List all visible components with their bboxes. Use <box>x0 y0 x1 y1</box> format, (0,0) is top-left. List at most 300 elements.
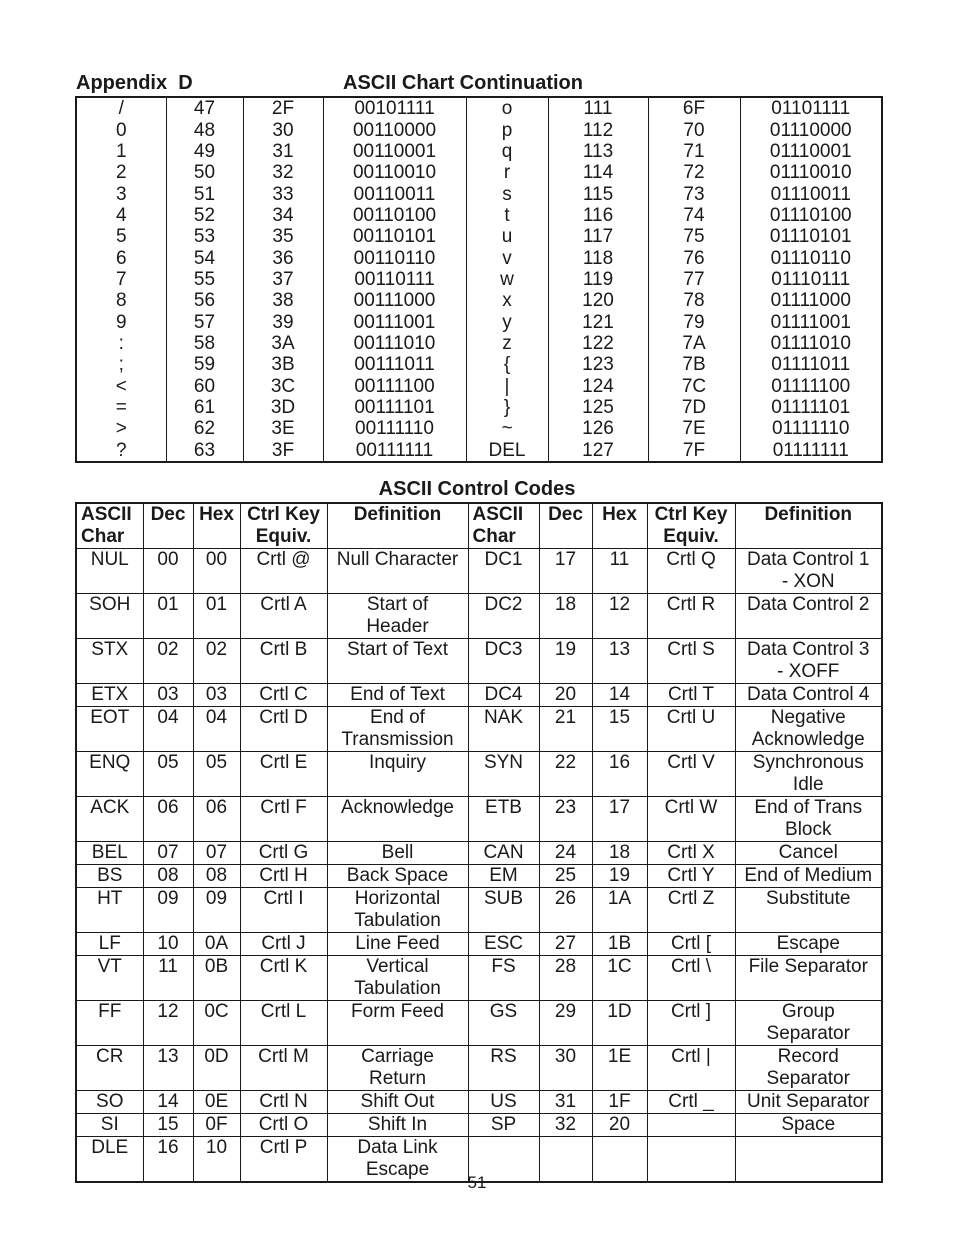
control-cell: BEL <box>76 842 143 865</box>
chart-cell: } <box>466 397 548 418</box>
control-cell: EOT <box>76 707 143 752</box>
chart-cell: 56 <box>166 290 243 311</box>
control-cell: End of Medium <box>735 865 882 888</box>
control-cell: Crtl Q <box>647 549 735 594</box>
chart-cell: 113 <box>548 141 648 162</box>
chart-cell: 122 <box>548 333 648 354</box>
chart-cell: 0 <box>76 119 166 140</box>
control-cell: 04 <box>193 707 240 752</box>
control-cell: DC1 <box>468 549 539 594</box>
chart-row <box>76 440 882 462</box>
control-cell: Line Feed <box>327 933 468 956</box>
chart-cell: = <box>76 397 166 418</box>
chart-cell: 78 <box>648 290 740 311</box>
chart-cell: 01111011 <box>740 354 882 375</box>
chart-row <box>76 397 882 418</box>
control-cell: 18 <box>592 842 647 865</box>
control-cell: FF <box>76 1001 143 1046</box>
chart-cell: 33 <box>243 183 323 204</box>
chart-row <box>76 205 882 226</box>
chart-cell: 01110110 <box>740 247 882 268</box>
control-row <box>76 639 882 684</box>
chart-row <box>76 333 882 354</box>
control-cell: 0D <box>193 1046 240 1091</box>
control-cell <box>647 1114 735 1137</box>
control-cell: Crtl Z <box>647 888 735 933</box>
column-header: ASCII Char <box>468 503 539 549</box>
control-cell: Crtl C <box>240 684 327 707</box>
control-cell: SO <box>76 1091 143 1114</box>
control-cell: 02 <box>193 639 240 684</box>
chart-cell: 116 <box>548 205 648 226</box>
chart-cell: 57 <box>166 311 243 332</box>
control-cell: ETX <box>76 684 143 707</box>
chart-cell: 01111001 <box>740 311 882 332</box>
chart-cell: / <box>76 97 166 119</box>
control-cell: 1A <box>592 888 647 933</box>
chart-cell: 3 <box>76 183 166 204</box>
page-number: 51 <box>467 1173 487 1192</box>
chart-cell: 01111000 <box>740 290 882 311</box>
chart-cell: 00111111 <box>323 440 466 462</box>
control-cell: 18 <box>539 594 592 639</box>
chart-cell: 114 <box>548 162 648 183</box>
chart-cell: 39 <box>243 311 323 332</box>
chart-cell: 2 <box>76 162 166 183</box>
chart-cell: 36 <box>243 247 323 268</box>
chart-cell: 30 <box>243 119 323 140</box>
chart-cell: 54 <box>166 247 243 268</box>
control-cell: CAN <box>468 842 539 865</box>
control-cell: Inquiry <box>327 752 468 797</box>
control-cell: HT <box>76 888 143 933</box>
chart-cell: 1 <box>76 141 166 162</box>
control-row <box>76 1046 882 1091</box>
chart-cell: 119 <box>548 269 648 290</box>
chart-cell: v <box>466 247 548 268</box>
chart-cell: 00110011 <box>323 183 466 204</box>
control-cell: GS <box>468 1001 539 1046</box>
chart-cell: 3F <box>243 440 323 462</box>
chart-cell: 8 <box>76 290 166 311</box>
chart-cell: u <box>466 226 548 247</box>
chart-cell: 7B <box>648 354 740 375</box>
control-cell: STX <box>76 639 143 684</box>
chart-cell: 71 <box>648 141 740 162</box>
control-cell: Data Control 1 - XON <box>735 549 882 594</box>
chart-cell: 01110000 <box>740 119 882 140</box>
chart-cell: 00111001 <box>323 311 466 332</box>
control-cell: Data Link Escape <box>327 1137 468 1183</box>
control-cell: Cancel <box>735 842 882 865</box>
control-cell: Crtl M <box>240 1046 327 1091</box>
chart-cell: 01110011 <box>740 183 882 204</box>
chart-cell: 01110111 <box>740 269 882 290</box>
control-cell: 29 <box>539 1001 592 1046</box>
chart-cell: 77 <box>648 269 740 290</box>
control-cell: 02 <box>143 639 193 684</box>
chart-cell: 6F <box>648 97 740 119</box>
control-header-row <box>76 503 882 549</box>
control-cell: 1F <box>592 1091 647 1114</box>
control-cell: Horizontal Tabulation <box>327 888 468 933</box>
chart-cell: 120 <box>548 290 648 311</box>
chart-cell: 52 <box>166 205 243 226</box>
control-cell: DC3 <box>468 639 539 684</box>
control-row <box>76 933 882 956</box>
column-header: Dec <box>143 503 193 549</box>
control-cell: Group Separator <box>735 1001 882 1046</box>
control-cell: 17 <box>592 797 647 842</box>
control-cell: DC4 <box>468 684 539 707</box>
column-header: Ctrl Key Equiv. <box>647 503 735 549</box>
control-cell: 11 <box>143 956 193 1001</box>
column-header: Definition <box>735 503 882 549</box>
control-cell: Crtl W <box>647 797 735 842</box>
control-cell: LF <box>76 933 143 956</box>
control-cell: 1C <box>592 956 647 1001</box>
chart-cell: 76 <box>648 247 740 268</box>
chart-cell: 3A <box>243 333 323 354</box>
control-row <box>76 707 882 752</box>
control-cell: 10 <box>193 1137 240 1183</box>
chart-row <box>76 269 882 290</box>
chart-cell: s <box>466 183 548 204</box>
control-cell: 22 <box>539 752 592 797</box>
control-cell: 14 <box>143 1091 193 1114</box>
chart-cell: 00111000 <box>323 290 466 311</box>
control-row <box>76 1114 882 1137</box>
chart-cell: 00111010 <box>323 333 466 354</box>
chart-cell: 00111011 <box>323 354 466 375</box>
chart-cell: 32 <box>243 162 323 183</box>
control-cell: Bell <box>327 842 468 865</box>
control-cell: 0A <box>193 933 240 956</box>
chart-cell: 9 <box>76 311 166 332</box>
chart-cell: 117 <box>548 226 648 247</box>
chart-cell: 4 <box>76 205 166 226</box>
chart-row <box>76 119 882 140</box>
chart-cell: 63 <box>166 440 243 462</box>
chart-cell: 7E <box>648 418 740 439</box>
control-cell: Record Separator <box>735 1046 882 1091</box>
control-cell: End of Trans Block <box>735 797 882 842</box>
chart-cell: 61 <box>166 397 243 418</box>
column-header: Hex <box>592 503 647 549</box>
control-cell: 00 <box>193 549 240 594</box>
control-cell: 09 <box>193 888 240 933</box>
chart-cell: 01110100 <box>740 205 882 226</box>
control-cell: Substitute <box>735 888 882 933</box>
control-cell: 26 <box>539 888 592 933</box>
chart-cell: 123 <box>548 354 648 375</box>
chart-row <box>76 354 882 375</box>
control-cell: ENQ <box>76 752 143 797</box>
column-header: ASCII Char <box>76 503 143 549</box>
control-cell: 17 <box>539 549 592 594</box>
control-cell: Crtl ] <box>647 1001 735 1046</box>
control-row <box>76 1091 882 1114</box>
control-cell: 20 <box>539 684 592 707</box>
control-row <box>76 865 882 888</box>
control-cell: DLE <box>76 1137 143 1183</box>
chart-cell: 00110111 <box>323 269 466 290</box>
column-header: Dec <box>539 503 592 549</box>
control-cell: Escape <box>735 933 882 956</box>
chart-cell: { <box>466 354 548 375</box>
control-cell: Shift Out <box>327 1091 468 1114</box>
ascii-chart-table <box>75 96 883 463</box>
control-cell: 08 <box>143 865 193 888</box>
control-cell: 05 <box>193 752 240 797</box>
control-row <box>76 842 882 865</box>
control-cell: End of Text <box>327 684 468 707</box>
control-cell: Crtl O <box>240 1114 327 1137</box>
chart-cell: 01110101 <box>740 226 882 247</box>
chart-cell: 75 <box>648 226 740 247</box>
control-cell: File Separator <box>735 956 882 1001</box>
control-codes-table <box>75 502 883 1183</box>
control-cell: Crtl F <box>240 797 327 842</box>
chart-cell: 7A <box>648 333 740 354</box>
chart-cell: 124 <box>548 375 648 396</box>
control-cell: 23 <box>539 797 592 842</box>
control-cell: 1E <box>592 1046 647 1091</box>
control-row <box>76 797 882 842</box>
control-cell: Crtl T <box>647 684 735 707</box>
control-cell: Crtl X <box>647 842 735 865</box>
control-cell: 06 <box>193 797 240 842</box>
chart-cell: 00111110 <box>323 418 466 439</box>
chart-cell: 112 <box>548 119 648 140</box>
control-cell: ACK <box>76 797 143 842</box>
chart-cell: 00111101 <box>323 397 466 418</box>
control-cell: Crtl N <box>240 1091 327 1114</box>
control-cell: Synchronous Idle <box>735 752 882 797</box>
control-cell: Crtl S <box>647 639 735 684</box>
control-cell: Crtl _ <box>647 1091 735 1114</box>
control-row <box>76 888 882 933</box>
chart-cell: 49 <box>166 141 243 162</box>
control-row <box>76 956 882 1001</box>
control-cell: 01 <box>143 594 193 639</box>
chart-cell: 74 <box>648 205 740 226</box>
chart-cell: 00101111 <box>323 97 466 119</box>
control-cell: ESC <box>468 933 539 956</box>
chart-cell: 00111100 <box>323 375 466 396</box>
control-cell: 1B <box>592 933 647 956</box>
control-cell: Vertical Tabulation <box>327 956 468 1001</box>
control-cell: 07 <box>143 842 193 865</box>
control-cell: 13 <box>143 1046 193 1091</box>
control-cell: Data Control 3 - XOFF <box>735 639 882 684</box>
control-row <box>76 684 882 707</box>
control-codes-title: ASCII Control Codes <box>378 478 576 500</box>
control-row <box>76 594 882 639</box>
control-cell: Crtl \ <box>647 956 735 1001</box>
chart-row <box>76 226 882 247</box>
control-cell: Crtl | <box>647 1046 735 1091</box>
chart-cell: 53 <box>166 226 243 247</box>
control-cell: 25 <box>539 865 592 888</box>
control-cell: 05 <box>143 752 193 797</box>
chart-cell: 126 <box>548 418 648 439</box>
chart-cell: 60 <box>166 375 243 396</box>
chart-cell: ; <box>76 354 166 375</box>
control-cell: 31 <box>539 1091 592 1114</box>
chart-cell: 31 <box>243 141 323 162</box>
chart-cell: 118 <box>548 247 648 268</box>
chart-cell: 125 <box>548 397 648 418</box>
chart-cell: 62 <box>166 418 243 439</box>
chart-cell: 79 <box>648 311 740 332</box>
chart-cell: 00110010 <box>323 162 466 183</box>
control-cell: Data Control 4 <box>735 684 882 707</box>
control-cell: 16 <box>143 1137 193 1183</box>
chart-cell: ? <box>76 440 166 462</box>
chart-cell: 73 <box>648 183 740 204</box>
control-cell: 21 <box>539 707 592 752</box>
control-cell: Carriage Return <box>327 1046 468 1091</box>
control-cell: 28 <box>539 956 592 1001</box>
control-cell: Space <box>735 1114 882 1137</box>
control-cell: 0B <box>193 956 240 1001</box>
chart-cell: 58 <box>166 333 243 354</box>
chart-row <box>76 290 882 311</box>
control-cell: 16 <box>592 752 647 797</box>
chart-cell: t <box>466 205 548 226</box>
chart-cell: 70 <box>648 119 740 140</box>
chart-cell: 111 <box>548 97 648 119</box>
control-cell: Crtl U <box>647 707 735 752</box>
control-cell: Crtl Y <box>647 865 735 888</box>
control-cell: Crtl D <box>240 707 327 752</box>
control-cell: 20 <box>592 1114 647 1137</box>
control-cell: 32 <box>539 1114 592 1137</box>
chart-cell: 01111010 <box>740 333 882 354</box>
control-cell: Crtl L <box>240 1001 327 1046</box>
control-cell: RS <box>468 1046 539 1091</box>
chart-title: ASCII Chart Continuation <box>343 72 583 94</box>
control-cell: Crtl P <box>240 1137 327 1183</box>
control-cell: SYN <box>468 752 539 797</box>
control-cell: End of Transmission <box>327 707 468 752</box>
chart-cell: 7 <box>76 269 166 290</box>
chart-row <box>76 418 882 439</box>
chart-cell: ~ <box>466 418 548 439</box>
chart-row <box>76 162 882 183</box>
control-cell: 30 <box>539 1046 592 1091</box>
control-cell: Crtl E <box>240 752 327 797</box>
control-cell: SI <box>76 1114 143 1137</box>
control-cell: 01 <box>193 594 240 639</box>
chart-cell: x <box>466 290 548 311</box>
control-row <box>76 549 882 594</box>
chart-cell: 00110101 <box>323 226 466 247</box>
column-header: Ctrl Key Equiv. <box>240 503 327 549</box>
chart-cell: 7C <box>648 375 740 396</box>
control-cell: US <box>468 1091 539 1114</box>
chart-cell: y <box>466 311 548 332</box>
control-cell: Crtl G <box>240 842 327 865</box>
page-heading <box>76 72 882 94</box>
control-cell: Crtl A <box>240 594 327 639</box>
chart-cell: 01111100 <box>740 375 882 396</box>
chart-cell: | <box>466 375 548 396</box>
control-cell: Data Control 2 <box>735 594 882 639</box>
control-cell: 08 <box>193 865 240 888</box>
control-cell: Crtl K <box>240 956 327 1001</box>
chart-cell: 7F <box>648 440 740 462</box>
chart-cell: 00110001 <box>323 141 466 162</box>
control-cell: 04 <box>143 707 193 752</box>
control-cell: 19 <box>592 865 647 888</box>
control-cell: 15 <box>592 707 647 752</box>
chart-cell: < <box>76 375 166 396</box>
column-header: Definition <box>327 503 468 549</box>
control-cell: Shift In <box>327 1114 468 1137</box>
control-cell: 00 <box>143 549 193 594</box>
control-cell: Crtl [ <box>647 933 735 956</box>
chart-cell: 47 <box>166 97 243 119</box>
chart-cell: : <box>76 333 166 354</box>
control-cell: 03 <box>193 684 240 707</box>
control-cell: VT <box>76 956 143 1001</box>
control-cell: 06 <box>143 797 193 842</box>
chart-cell: z <box>466 333 548 354</box>
chart-cell: 48 <box>166 119 243 140</box>
chart-cell: 2F <box>243 97 323 119</box>
control-cell: Crtl I <box>240 888 327 933</box>
control-cell: SUB <box>468 888 539 933</box>
chart-cell: p <box>466 119 548 140</box>
control-cell: 14 <box>592 684 647 707</box>
chart-cell: 01111111 <box>740 440 882 462</box>
chart-cell: 6 <box>76 247 166 268</box>
chart-cell: 01110001 <box>740 141 882 162</box>
control-cell: BS <box>76 865 143 888</box>
chart-cell: 7D <box>648 397 740 418</box>
chart-cell: 00110110 <box>323 247 466 268</box>
chart-cell: 38 <box>243 290 323 311</box>
control-cell: Form Feed <box>327 1001 468 1046</box>
chart-row <box>76 311 882 332</box>
control-cell: 27 <box>539 933 592 956</box>
chart-cell: 3B <box>243 354 323 375</box>
chart-cell: 51 <box>166 183 243 204</box>
chart-cell: 127 <box>548 440 648 462</box>
control-cell: 13 <box>592 639 647 684</box>
chart-cell: > <box>76 418 166 439</box>
control-cell: Unit Separator <box>735 1091 882 1114</box>
control-cell: DC2 <box>468 594 539 639</box>
chart-cell: 3C <box>243 375 323 396</box>
control-cell: SP <box>468 1114 539 1137</box>
control-row <box>76 752 882 797</box>
control-cell: 09 <box>143 888 193 933</box>
chart-cell: 5 <box>76 226 166 247</box>
control-cell: Start of Text <box>327 639 468 684</box>
control-cell: Crtl R <box>647 594 735 639</box>
control-cell: Crtl V <box>647 752 735 797</box>
chart-cell: 3E <box>243 418 323 439</box>
chart-row <box>76 247 882 268</box>
control-cell: Negative Acknowledge <box>735 707 882 752</box>
chart-cell: 50 <box>166 162 243 183</box>
chart-row <box>76 141 882 162</box>
control-cell: 0F <box>193 1114 240 1137</box>
control-cell: CR <box>76 1046 143 1091</box>
